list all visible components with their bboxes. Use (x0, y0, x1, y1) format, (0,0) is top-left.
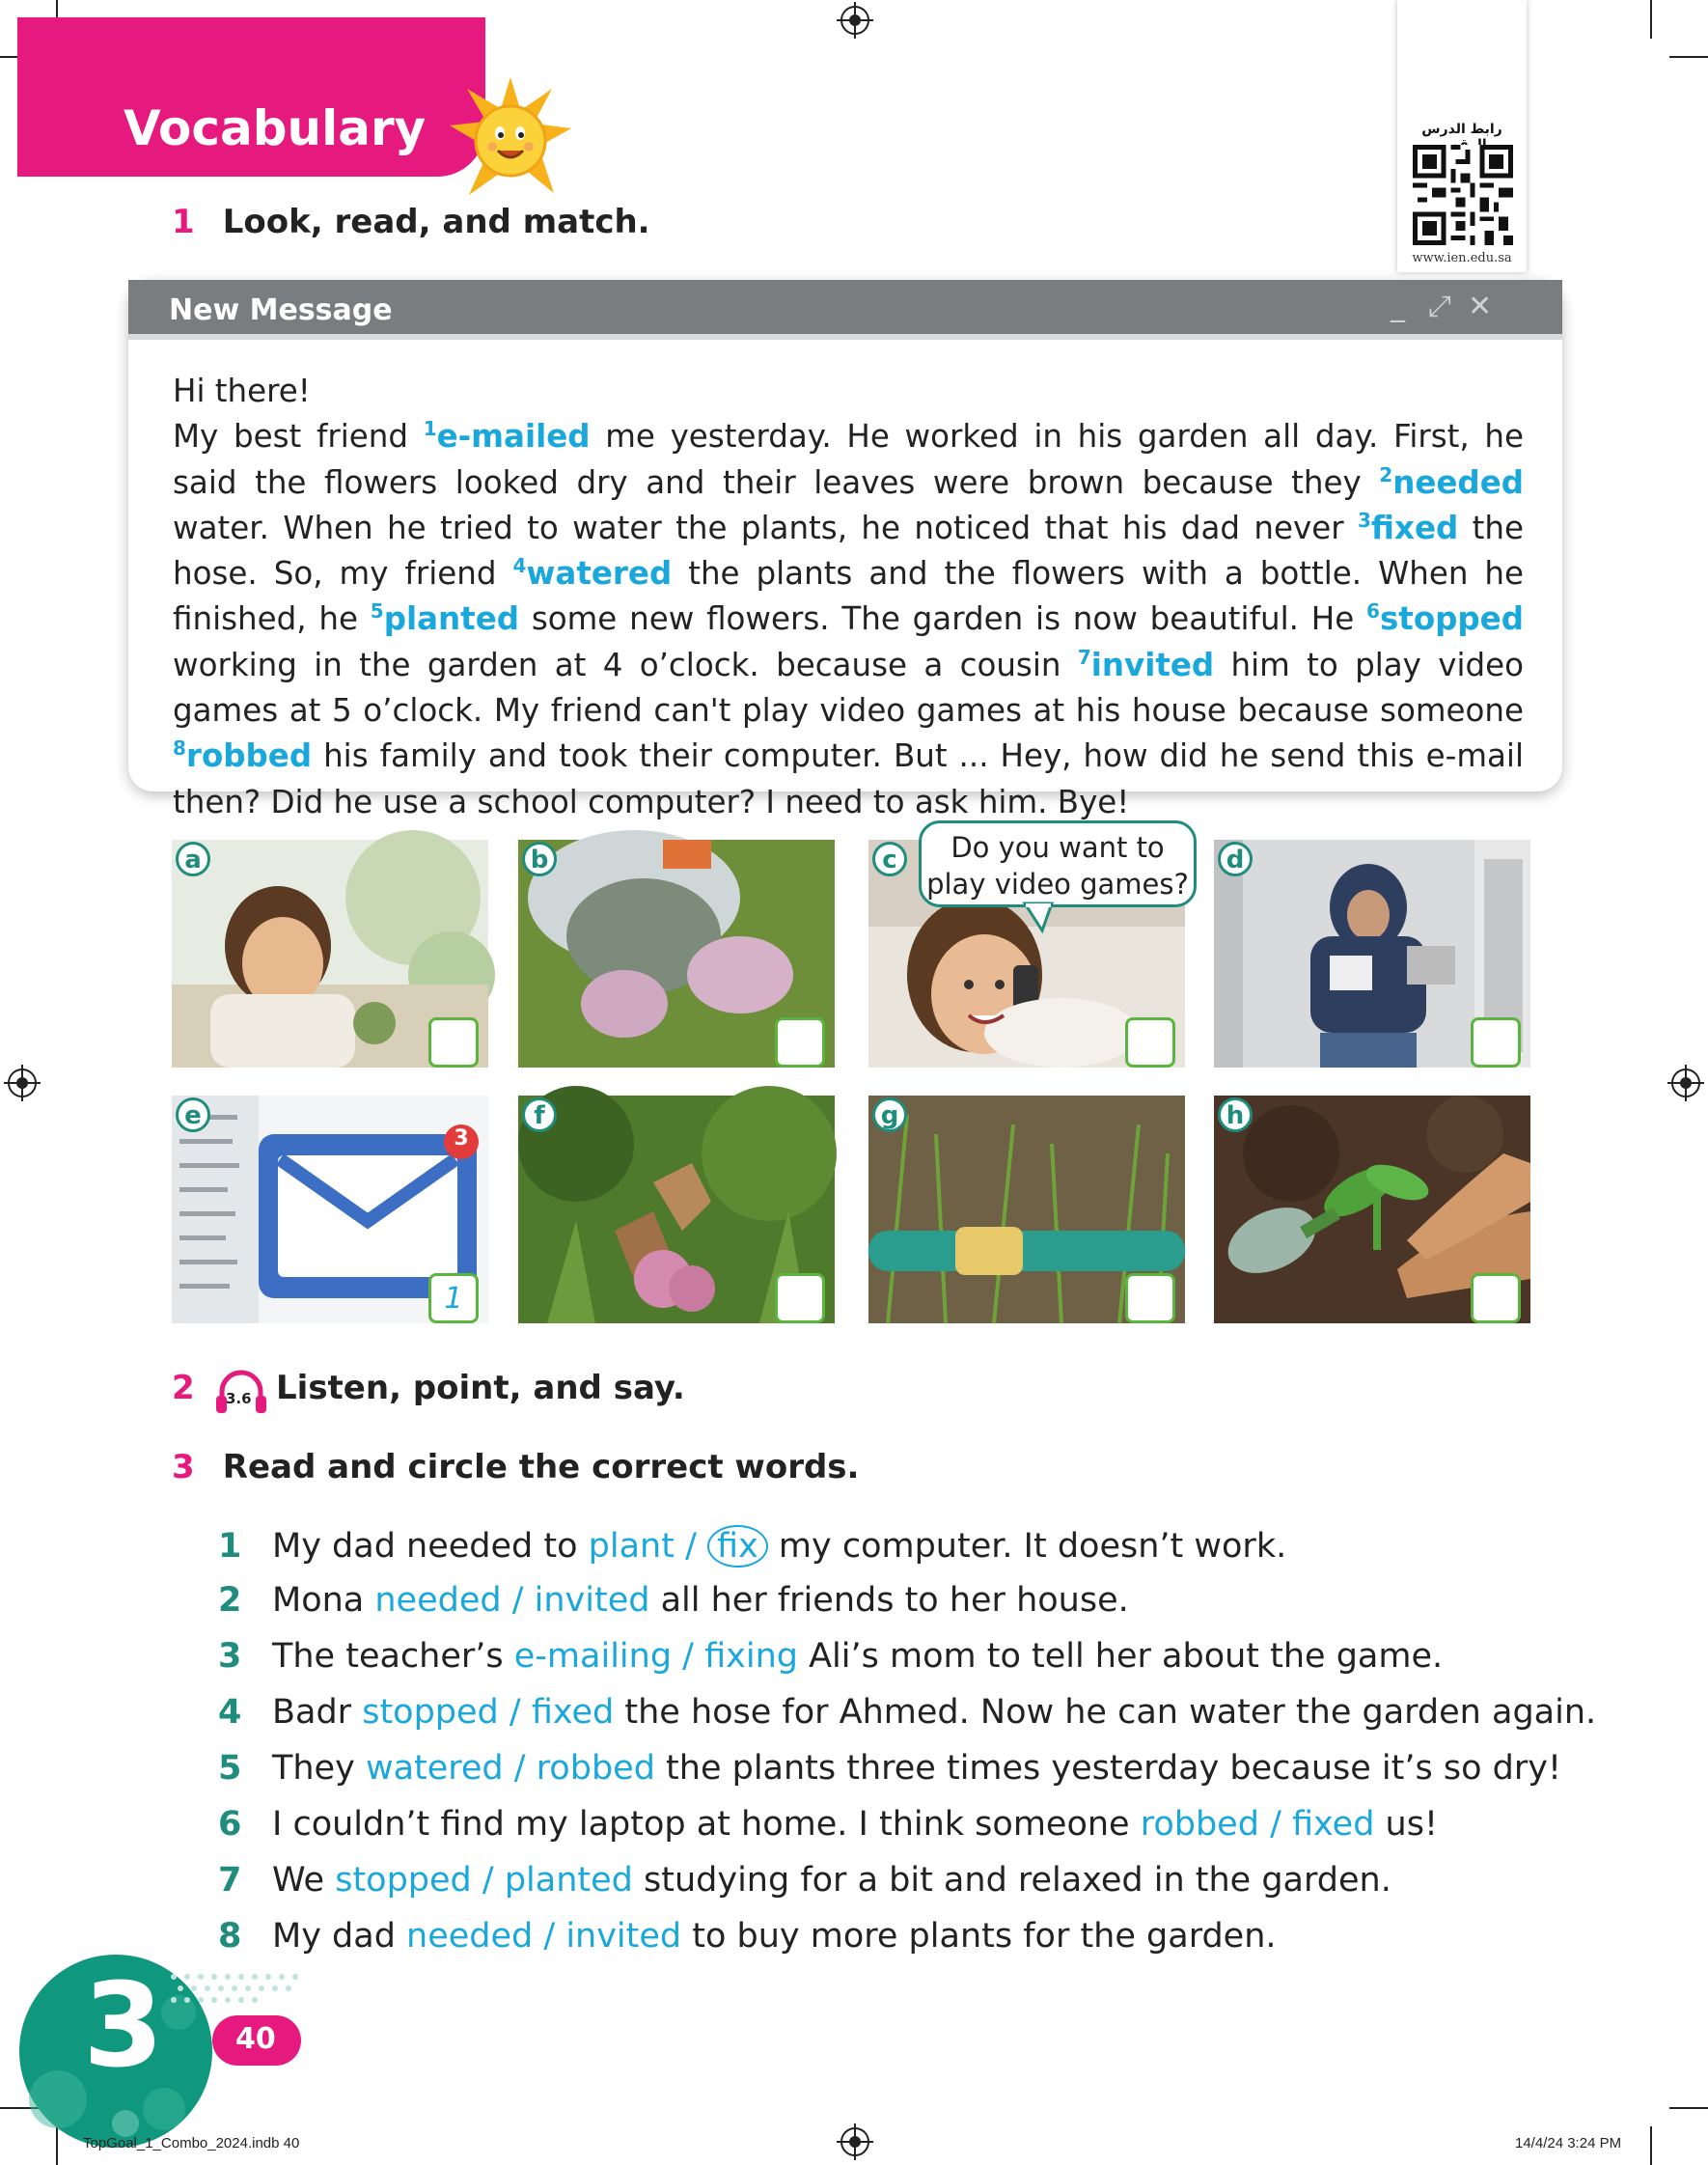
page-number: 40 (235, 2022, 276, 2056)
qr-card (1397, 0, 1527, 272)
picture-letter-g: g (872, 1097, 907, 1132)
answer-box-h[interactable] (1471, 1273, 1521, 1323)
exercise-number: 2 (172, 1369, 195, 1407)
word-option[interactable]: fix (707, 1525, 768, 1568)
sentence-text: my computer. It doesn’t work. (767, 1527, 1287, 1566)
exercise-instruction: Look, read, and match. (222, 203, 650, 241)
minimize-icon[interactable]: _ (1391, 290, 1405, 323)
sentence-text: They (272, 1749, 366, 1788)
word-option[interactable]: fixed (531, 1693, 615, 1732)
sentence-text: Mona (272, 1581, 375, 1620)
option-separator: / (471, 1861, 505, 1900)
audio-track-number: 3.6 (226, 1390, 252, 1407)
option-separator: / (533, 1917, 566, 1956)
vocab-number: 4 (512, 554, 527, 578)
answer-box-d[interactable] (1471, 1017, 1521, 1068)
option-separator: / (1258, 1805, 1292, 1844)
sentence-row (218, 1917, 1277, 1956)
picture-letter-a: a (176, 842, 210, 876)
exercise-3-heading (172, 1448, 859, 1486)
message-paragraph (173, 414, 1524, 825)
vocab-number: 5 (370, 599, 384, 624)
sentence-number: 1 (218, 1527, 242, 1566)
sentence-text: The teacher’s (272, 1637, 514, 1676)
sentence-row (218, 1637, 1443, 1676)
unit-number: 3 (83, 1959, 164, 2094)
word-option[interactable]: invited (565, 1917, 682, 1956)
headphones-audio-icon[interactable] (214, 1369, 268, 1417)
word-option[interactable]: invited (534, 1581, 650, 1620)
footer-file-slug: TopGoal_1_Combo_2024.indb 40 (83, 2135, 300, 2151)
word-option[interactable]: fixing (704, 1637, 798, 1676)
qr-label: رابط الدرس (1421, 122, 1502, 137)
message-text: his family and took their computer. But ... Hey, how did he send this e-mail then? Did he use a school computer? I need to ask him. Bye! (173, 737, 1524, 820)
word-option[interactable]: planted (504, 1861, 633, 1900)
sentence-number: 4 (218, 1693, 242, 1732)
option-separator: / (672, 1637, 705, 1676)
exercise-2-heading (172, 1369, 195, 1407)
crop-mark (1669, 56, 1708, 58)
message-text: the hose. So, my friend (173, 509, 1524, 593)
word-option[interactable]: needed (406, 1917, 534, 1956)
word-option[interactable]: needed (374, 1581, 502, 1620)
sentence-row (218, 1525, 1286, 1568)
message-text: him to play video games at 5 o’clock. My friend can't play video games at his house because someone (173, 646, 1524, 730)
vocab-word: needed (1392, 463, 1524, 501)
crop-mark (1650, 2126, 1652, 2165)
registration-mark-icon (840, 2127, 869, 2156)
vocab-word: robbed (185, 737, 313, 775)
word-option[interactable]: fixed (1291, 1805, 1375, 1844)
close-icon[interactable]: ✕ (1468, 290, 1493, 323)
word-option[interactable]: plant (588, 1527, 675, 1566)
message-title-bar (128, 280, 1562, 340)
vocab-number: 2 (1379, 462, 1393, 486)
picture-letter-f: f (522, 1097, 557, 1132)
sentence-row (218, 1693, 1596, 1732)
word-option[interactable]: stopped (362, 1693, 499, 1732)
message-text: me yesterday. He worked in his garden all day. First, he said the flowers looked dry and their leaves were brown because they (173, 418, 1524, 501)
sentence-number: 2 (218, 1581, 242, 1620)
sentence-text: to buy more plants for the garden. (681, 1917, 1277, 1956)
registration-mark-icon (1671, 1069, 1700, 1097)
sentence-text: the hose for Ahmed. Now he can water the garden again. (614, 1693, 1597, 1732)
vocab-number: 7 (1077, 645, 1091, 669)
crop-mark (1650, 0, 1652, 39)
picture-letter-d: d (1218, 842, 1253, 876)
sentence-text: studying for a bit and relaxed in the garden. (632, 1861, 1391, 1900)
sentence-text: all her friends to her house. (649, 1581, 1129, 1620)
message-text: some new flowers. The garden is now beautiful. He (519, 600, 1367, 638)
vocab-word: watered (526, 555, 673, 593)
registration-mark-icon (8, 1069, 37, 1097)
sun-mascot-icon (446, 75, 576, 206)
exercise-number: 3 (172, 1448, 195, 1486)
word-option[interactable]: robbed (536, 1749, 655, 1788)
vocab-number: 6 (1366, 599, 1380, 624)
sentence-text: We (272, 1861, 336, 1900)
sentence-text: us! (1374, 1805, 1438, 1844)
speech-bubble-line: Do you want to (950, 831, 1165, 864)
sentence-text: Ali’s mom to tell her about the game. (797, 1637, 1444, 1676)
picture-letter-e: e (176, 1097, 210, 1132)
word-option[interactable]: watered (365, 1749, 504, 1788)
sentence-row (218, 1805, 1438, 1844)
sentence-number: 6 (218, 1805, 242, 1844)
option-separator: / (501, 1581, 535, 1620)
sentence-text: My dad (272, 1917, 407, 1956)
sentence-row (218, 1749, 1561, 1788)
message-body (173, 369, 1524, 825)
vocab-word: invited (1090, 646, 1215, 683)
exercise-number: 1 (172, 203, 195, 241)
vocab-word: stopped (1379, 600, 1524, 638)
word-option[interactable]: robbed (1140, 1805, 1259, 1844)
answer-box-a[interactable] (428, 1017, 479, 1068)
message-text: water. When he tried to water the plants, he noticed that his dad never (173, 509, 1358, 546)
sentence-number: 3 (218, 1637, 242, 1676)
vocab-number: 1 (423, 417, 437, 441)
sentence-text: the plants three times yesterday because it’s so dry! (654, 1749, 1561, 1788)
sentence-text: My dad needed to (272, 1527, 589, 1566)
qr-code-icon[interactable] (1413, 145, 1513, 245)
sentence-number: 8 (218, 1917, 242, 1956)
vocab-number: 8 (173, 736, 186, 761)
exercise-instruction: Read and circle the correct words. (222, 1448, 860, 1486)
qr-url[interactable]: www.ien.edu.sa (1412, 251, 1512, 265)
crop-mark (1669, 2107, 1708, 2109)
speech-bubble (919, 820, 1197, 907)
vocab-word: planted (383, 600, 520, 638)
sentence-row (218, 1861, 1391, 1900)
registration-mark-icon (840, 6, 869, 35)
sentence-text: I couldn’t find my laptop at home. I think someone (272, 1805, 1141, 1844)
vocab-number: 3 (1357, 509, 1371, 533)
message-text: the plants and the flowers with a bottle. When he finished, he (173, 555, 1525, 638)
answer-box-e[interactable]: 1 (428, 1273, 479, 1323)
email-count-badge: 3 (454, 1126, 469, 1151)
message-window-title: New Message (169, 293, 393, 327)
picture-letter-c: c (872, 842, 907, 876)
vocab-word: fixed (1370, 509, 1459, 546)
message-greeting: Hi there! (173, 373, 311, 409)
sentence-number: 7 (218, 1861, 242, 1900)
option-separator: / (503, 1749, 537, 1788)
footer-timestamp: 14/4/24 3:24 PM (1515, 2135, 1622, 2151)
speech-bubble-tail-icon (1023, 903, 1061, 932)
speech-bubble-line: play video games? (926, 868, 1189, 901)
answer-box-g[interactable] (1125, 1273, 1175, 1323)
option-separator: / (498, 1693, 532, 1732)
sentence-row (218, 1581, 1129, 1620)
answer-box-f[interactable] (775, 1273, 825, 1323)
vocab-word: e-mailed (436, 418, 591, 456)
answer-box-c[interactable] (1125, 1017, 1175, 1068)
exercise-1-heading (172, 203, 650, 241)
sentence-text: Badr (272, 1693, 363, 1732)
word-option[interactable]: stopped (335, 1861, 472, 1900)
exercise-instruction: Listen, point, and say. (276, 1369, 685, 1407)
message-text: working in the garden at 4 o’clock. because a cousin (173, 646, 1078, 683)
sentence-number: 5 (218, 1749, 242, 1788)
answer-box-b[interactable] (775, 1017, 825, 1068)
picture-letter-b: b (522, 842, 557, 876)
picture-letter-h: h (1218, 1097, 1253, 1132)
message-text: My best friend (173, 418, 424, 456)
word-option[interactable]: e-mailing (513, 1637, 673, 1676)
expand-icon[interactable]: ⤢ (1428, 290, 1451, 323)
email-message-window (128, 280, 1562, 820)
option-separator: / (674, 1527, 707, 1566)
dot-pattern-icon (164, 1969, 318, 2008)
page-title: Vocabulary (124, 100, 427, 156)
